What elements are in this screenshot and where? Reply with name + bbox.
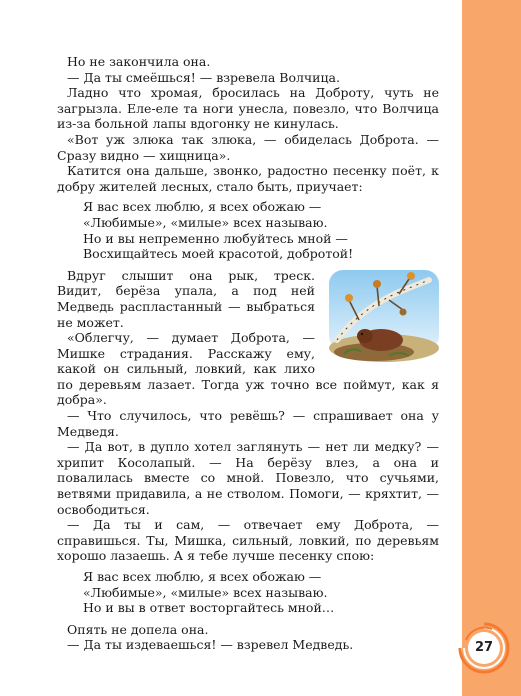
- verse-line: «Любимые», «милые» всех называю.: [83, 214, 328, 230]
- page-number-marker: [456, 620, 512, 676]
- page-number: 27: [468, 632, 500, 664]
- song-verse-2: [83, 569, 439, 616]
- paragraph: Но не закончила она.: [67, 54, 211, 69]
- paragraph: Опять не допела она.: [67, 621, 209, 637]
- story-text: [57, 54, 439, 653]
- verse-line: Я вас всех люблю, я всех обожаю —: [83, 569, 322, 584]
- paragraph: — Да ты смеёшься! — взревела Волчица.: [67, 69, 340, 85]
- paragraph: — Да ты и сам, — отвечает ему Доброта, — справишься. Ты, Мишка, сильный, ловкий, по деревьям хорошо лазаешь. А я тебе лучше песенку спою:: [57, 517, 439, 564]
- fallen-birch-bear-illustration: [329, 270, 439, 370]
- paragraph: — Что случилось, что ревёшь? — спрашивает она у Медведя.: [57, 408, 439, 439]
- verse-line: «Любимые», «милые» всех называю.: [83, 584, 328, 600]
- illustrated-block: [57, 268, 439, 564]
- paragraph: Катится она дальше, звонко, радостно песенку поёт, к добру жителей лесных, стало быть, приучает:: [57, 163, 439, 194]
- verse-line: Но и вы непременно любуйтесь мной —: [83, 230, 348, 246]
- verse-line: Я вас всех люблю, я всех обожаю —: [83, 199, 322, 215]
- paragraph: «Вот уж злюка так злюка, — обиделась Доброта. — Сразу видно — хищница».: [57, 131, 439, 163]
- paragraph: — Да вот, в дупло хотел заглянуть — нет ли медку? — хрипит Косолапый. — На берёзу влез, а она и повалилась вместе со мной. Повезло, что сучьями, ветвями придавила, а не стволом. Помоги, — кряхтит, — освободиться.: [57, 439, 439, 517]
- paragraph: «Облегчу, — думает Доброта, — Мишке страдания. Расскажу ему, какой он сильный, ловкий, как лихо по деревьям лазает. Тогда уж точно все поймут, как я добра».: [57, 330, 439, 408]
- page-margin-band: [462, 0, 521, 696]
- paragraph: Вдруг слышит она рык, треск. Видит, берёза упала, а под ней Медведь распластанный — выбраться не может.: [57, 267, 315, 330]
- paragraph: Ладно что хромая, бросилась на Доброту, чуть не загрызла. Еле-еле та ноги унесла, повезло, что Волчица из-за больной лапы вдогонку не кинулась.: [57, 85, 439, 132]
- song-verse-1: [83, 199, 439, 261]
- verse-line: Но и вы в ответ восторгайтесь мной…: [83, 600, 335, 616]
- paragraph: — Да ты издеваешься! — взревел Медведь.: [67, 637, 354, 653]
- verse-line: Восхищайтесь моей красотой, добротой!: [83, 246, 354, 262]
